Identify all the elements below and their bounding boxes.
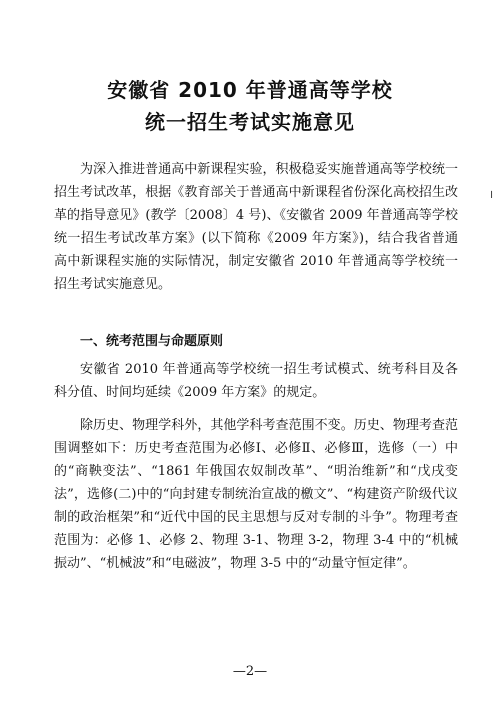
document-title-line-1: 安徽省 2010 年普通高等学校 — [107, 78, 393, 102]
intro-paragraph-block — [54, 158, 458, 296]
section-heading: 一、统考范围与命题原则 — [80, 334, 224, 349]
section-paragraph-2-block — [54, 414, 458, 575]
page-number: —2— — [232, 664, 268, 679]
document-title-line-2: 统一招生考试实施意见 — [145, 110, 355, 134]
margin-mark: ╷ — [488, 184, 496, 198]
section-paragraph-1-block — [54, 358, 458, 404]
section-paragraph-1: 安徽省 2010 年普通高等学校统一招生考试模式、统考科目及各科分值、时间均延续《2009 年方案》的规定。 — [54, 362, 458, 400]
intro-paragraph: 为深入推进普通高中新课程实验，积极稳妥实施普通高等学校统一招生考试改革，根据《教育部关于普通高中新课程省份深化高校招生改革的指导意见》(教学〔2008〕4 号)、《安徽省 2009 年普通高等学校统一招生考试改革方案》(以下简称《2009 年方案》)，结合我省普通高中新课程实施的实际情况，制定安徽省 2010 年普通高等学校统一招生考试实施意见。 — [54, 162, 458, 292]
section-paragraph-2: 除历史、物理学科外，其他学科考查范围不变。历史、物理考查范围调整如下：历史考查范围为必修Ⅰ、必修Ⅱ、必修Ⅲ，选修（一）中的“商鞅变法”、“1861 年俄国农奴制改革”、“明治维新”和“戊戌变法”，选修(二)中的“向封建专制统治宣战的檄文”、“构建资产阶级代议制的政治框架”和“近代中国的民主思想与反对专制的斗争”。物理考查范围为：必修 1、必修 2、物理 3-1、物理 3-2，物理 3-4 中的“机械振动”、“机械波”和“电磁波”，物理 3-5 中的“动量守恒定律”。 — [54, 418, 458, 571]
